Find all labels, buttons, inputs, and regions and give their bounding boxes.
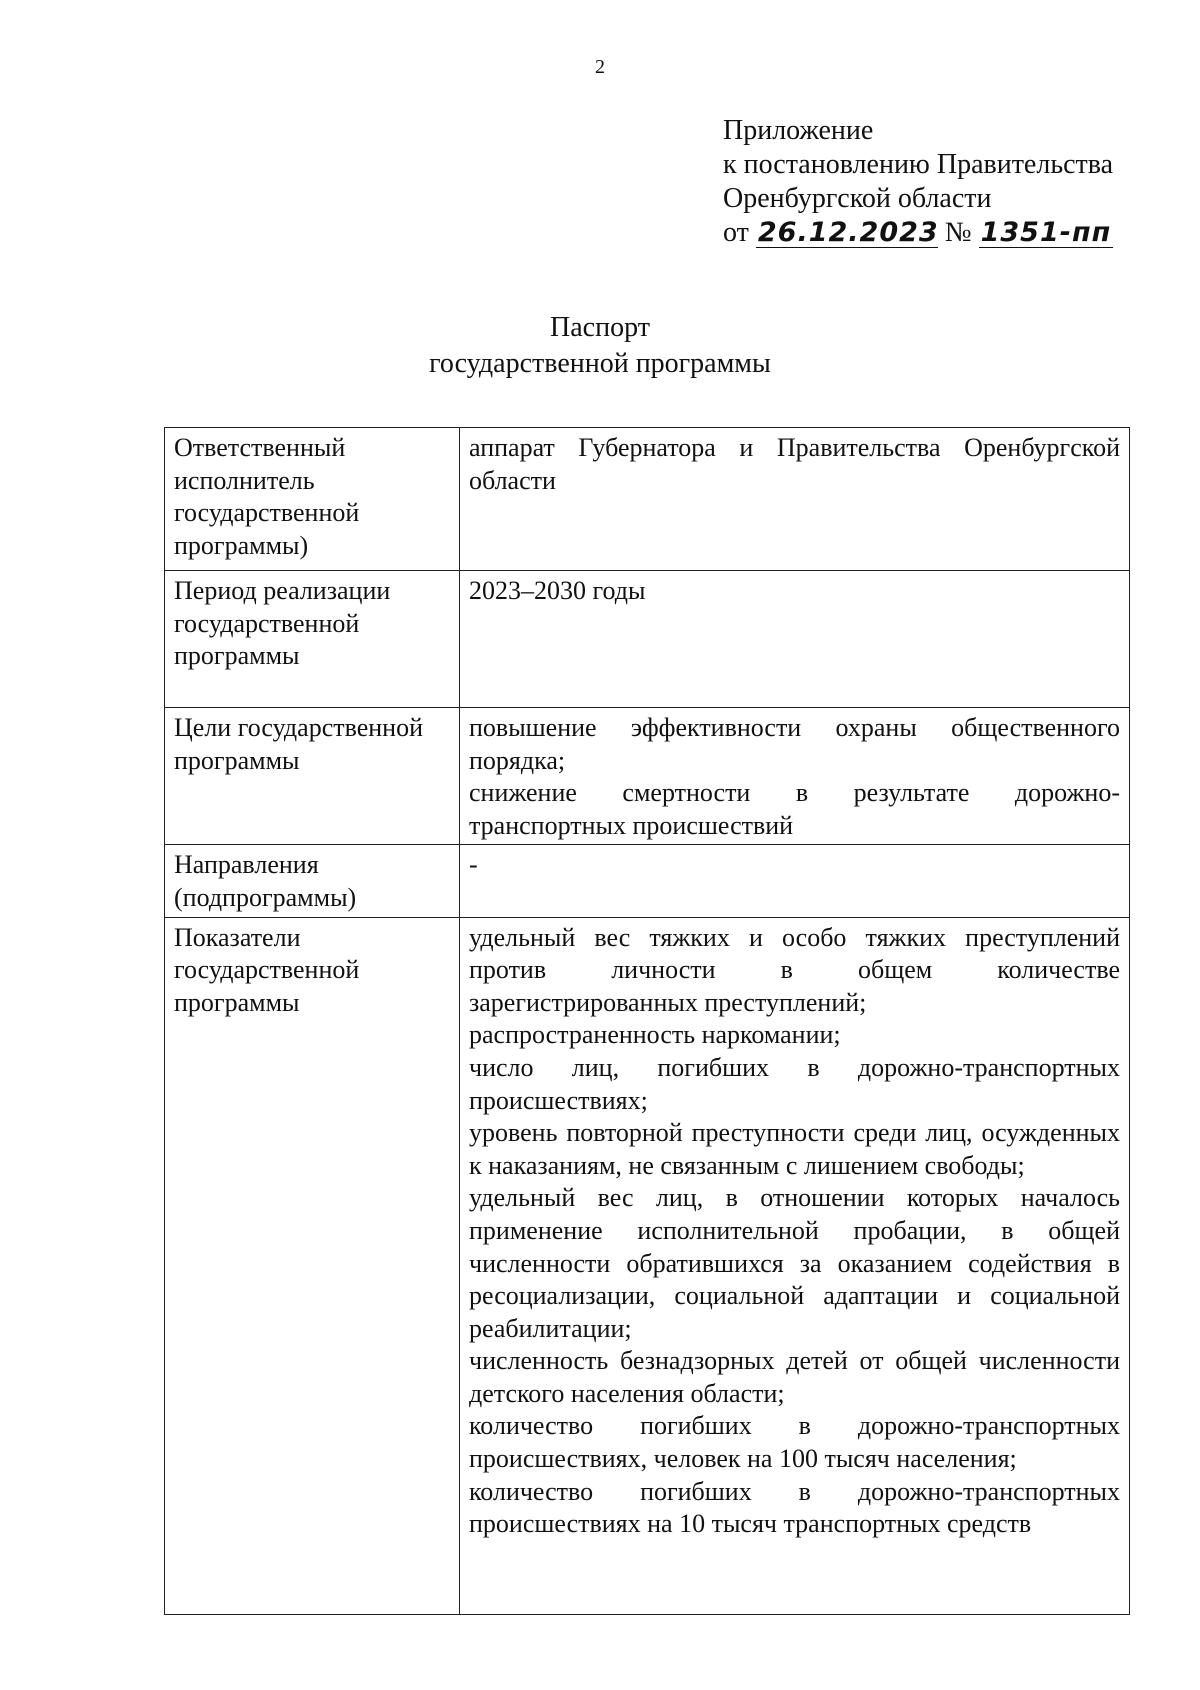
document-title (0, 310, 1200, 382)
row-label: Ответственный исполнитель государственной программы) (165, 428, 460, 571)
indicator-item: количество погибших в дорожно-транспортных происшествиях, человек на 100 тысяч населения; (469, 1411, 1120, 1474)
row-label: Цели государственной программы (165, 708, 460, 845)
table-row (165, 845, 1130, 917)
title-line-1: Паспорт (550, 312, 650, 343)
passport-table (164, 427, 1130, 1615)
number-sign: № (944, 217, 972, 248)
row-value: - (460, 845, 1130, 917)
appendix-date-line (723, 216, 1113, 250)
indicator-item: число лиц, погибших в дорожно-транспортных происшествиях; (469, 1052, 1120, 1115)
appendix-line-3: Оренбургской области (723, 183, 992, 214)
row-value: аппарат Губернатора и Правительства Оренбургской области (460, 428, 1130, 571)
handwritten-date: 26.12.2023 (757, 217, 939, 248)
goal-item: повышение эффективности охраны общественного порядка; (469, 713, 1120, 775)
row-label: Период реализации государственной программы (165, 571, 460, 708)
row-label: Показатели государственной программы (165, 917, 460, 1614)
date-prefix: от (723, 217, 749, 248)
table-row (165, 571, 1130, 708)
row-value (460, 708, 1130, 845)
indicator-item: уровень повторной преступности среди лиц, осужденных к наказаниям, не связанным с лишением свободы; (469, 1118, 1120, 1180)
appendix-line-1: Приложение (723, 115, 874, 146)
appendix-line-2: к постановлению Правительства (723, 149, 1114, 180)
indicator-item: распространенность наркомании; (469, 1020, 841, 1050)
table-row (165, 917, 1130, 1614)
row-value (460, 917, 1130, 1614)
table-row (165, 428, 1130, 571)
title-line-2: государственной программы (429, 348, 771, 379)
indicator-item: удельный вес тяжких и особо тяжких преступлений против личности в общем количестве зарегистрированных преступлений; (469, 922, 1120, 1017)
appendix-header (723, 114, 1113, 250)
goal-item: снижение смертности в результате дорожно-транспортных происшествий (469, 778, 1120, 840)
indicator-item: численность безнадзорных детей от общей численности детского населения области; (469, 1346, 1120, 1408)
row-value: 2023–2030 годы (460, 571, 1130, 708)
table-row (165, 708, 1130, 845)
page-number: 2 (595, 56, 605, 78)
indicator-item: количество погибших в дорожно-транспортных происшествиях на 10 тысяч транспортных средств (469, 1476, 1120, 1539)
row-label: Направления (подпрограммы) (165, 845, 460, 917)
indicator-item: удельный вес лиц, в отношении которых началось применение исполнительной пробации, в общей численности обратившихся за оказанием содействия в ресоциализации, социальной адаптации и социальной реабилитации; (469, 1183, 1120, 1343)
handwritten-number: 1351-пп (980, 217, 1112, 248)
